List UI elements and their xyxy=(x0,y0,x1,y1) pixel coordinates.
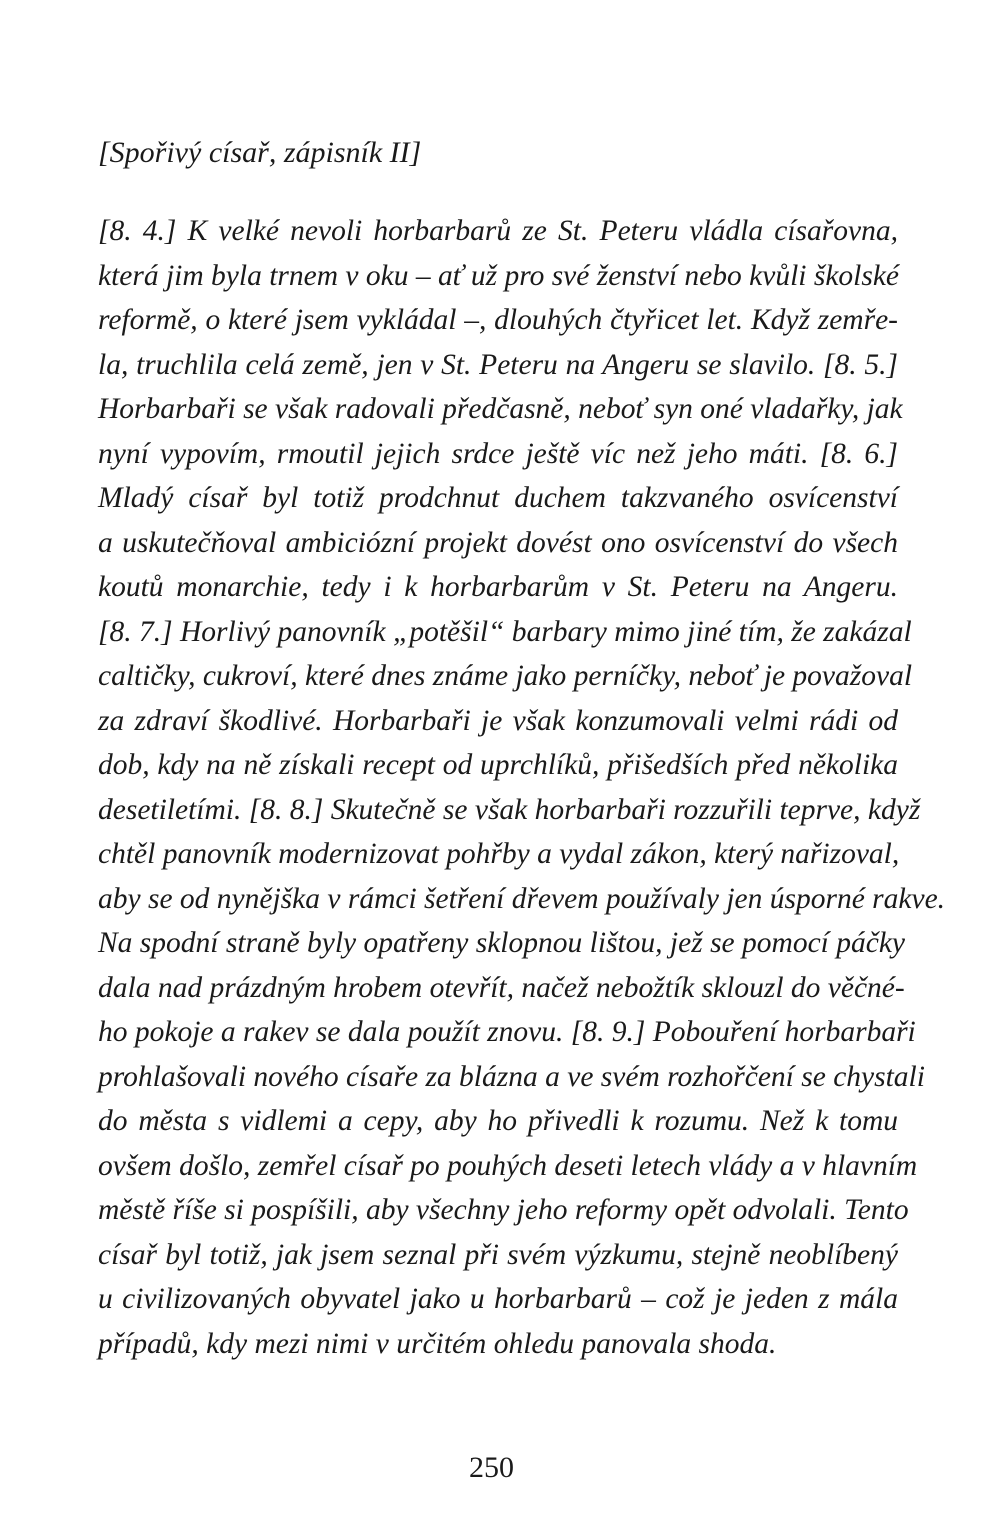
chapter-heading: [Spořivý císař, zápisník II] xyxy=(98,136,422,169)
text-line: [8. 7.] Horlivý panovník „potěšil“ barbary mimo jiné tím, že zakázal xyxy=(98,615,912,648)
text-line: která jim byla trnem v oku – ať už pro své ženství nebo kvůli školské xyxy=(98,259,900,292)
text-line: [8. 4.] K velké nevoli horbarbarů ze St. Peteru vládla císařovna, xyxy=(98,215,898,247)
text-line: koutů monarchie, tedy i k horbarbarům v St. Peteru na Angeru. xyxy=(98,571,898,603)
text-line: prohlašovali nového císaře za blázna a ve svém rozhořčení se chystali xyxy=(98,1060,925,1093)
text-line: chtěl panovník modernizovat pohřby a vydal zákon, který nařizoval, xyxy=(98,838,900,870)
text-line: nyní vypovím, rmoutil jejich srdce ještě víc než jeho máti. [8. 6.] xyxy=(98,437,898,470)
text-line: dala nad prázdným hrobem otevřít, načež nebožtík sklouzl do věčné- xyxy=(98,971,905,1004)
text-line: ho pokoje a rakev se dala použít znovu. [8. 9.] Pobouření horbarbaři xyxy=(98,1016,916,1048)
text-line: městě říše si pospíšili, aby všechny jeho reformy opět odvolali. Tento xyxy=(98,1194,909,1226)
text-line: la, truchlila celá země, jen v St. Peteru na Angeru se slavilo. [8. 5.] xyxy=(98,348,898,381)
text-line: u civilizovaných obyvatel jako u horbarbarů – což je jeden z mála xyxy=(98,1283,898,1315)
body-paragraph xyxy=(98,209,946,1366)
text-line: desetiletími. [8. 8.] Skutečně se však horbarbaři rozzuřili teprve, když xyxy=(98,793,921,826)
text-line: ovšem došlo, zemřel císař po pouhých deseti letech vlády a v hlavním xyxy=(98,1149,918,1182)
page-number: 250 xyxy=(469,1451,514,1484)
text-line: za zdraví škodlivé. Horbarbaři je však konzumovali velmi rádi od xyxy=(98,704,898,737)
text-line: případů, kdy mezi nimi v určitém ohledu panovala shoda. xyxy=(98,1327,777,1360)
text-line: Na spodní straně byly opatřeny sklopnou lištou, jež se pomocí páčky xyxy=(98,927,906,959)
text-line: Mladý císař byl totiž prodchnut duchem takzvaného osvícenství xyxy=(98,482,898,514)
text-line: císař byl totiž, jak jsem seznal při svém výzkumu, stejně neoblíbený xyxy=(98,1238,898,1271)
text-line: aby se od nynějška v rámci šetření dřevem používaly jen úsporné rakve. xyxy=(98,882,946,915)
text-line: reformě, o které jsem vykládal –, dlouhých čtyřicet let. Když zemře- xyxy=(98,304,898,336)
text-line: Horbarbaři se však radovali předčasně, neboť syn oné vladařky, jak xyxy=(98,393,903,425)
text-line: caltičky, cukroví, které dnes známe jako perníčky, neboť je považoval xyxy=(98,660,913,692)
text-line: a uskutečňoval ambiciózní projekt dovést ono osvícenství do všech xyxy=(98,526,898,559)
text-line: dob, kdy na ně získali recept od uprchlíků, přišedších před několika xyxy=(98,749,898,781)
text-line: do města s vidlemi a cepy, aby ho přivedli k rozumu. Než k tomu xyxy=(98,1105,898,1137)
